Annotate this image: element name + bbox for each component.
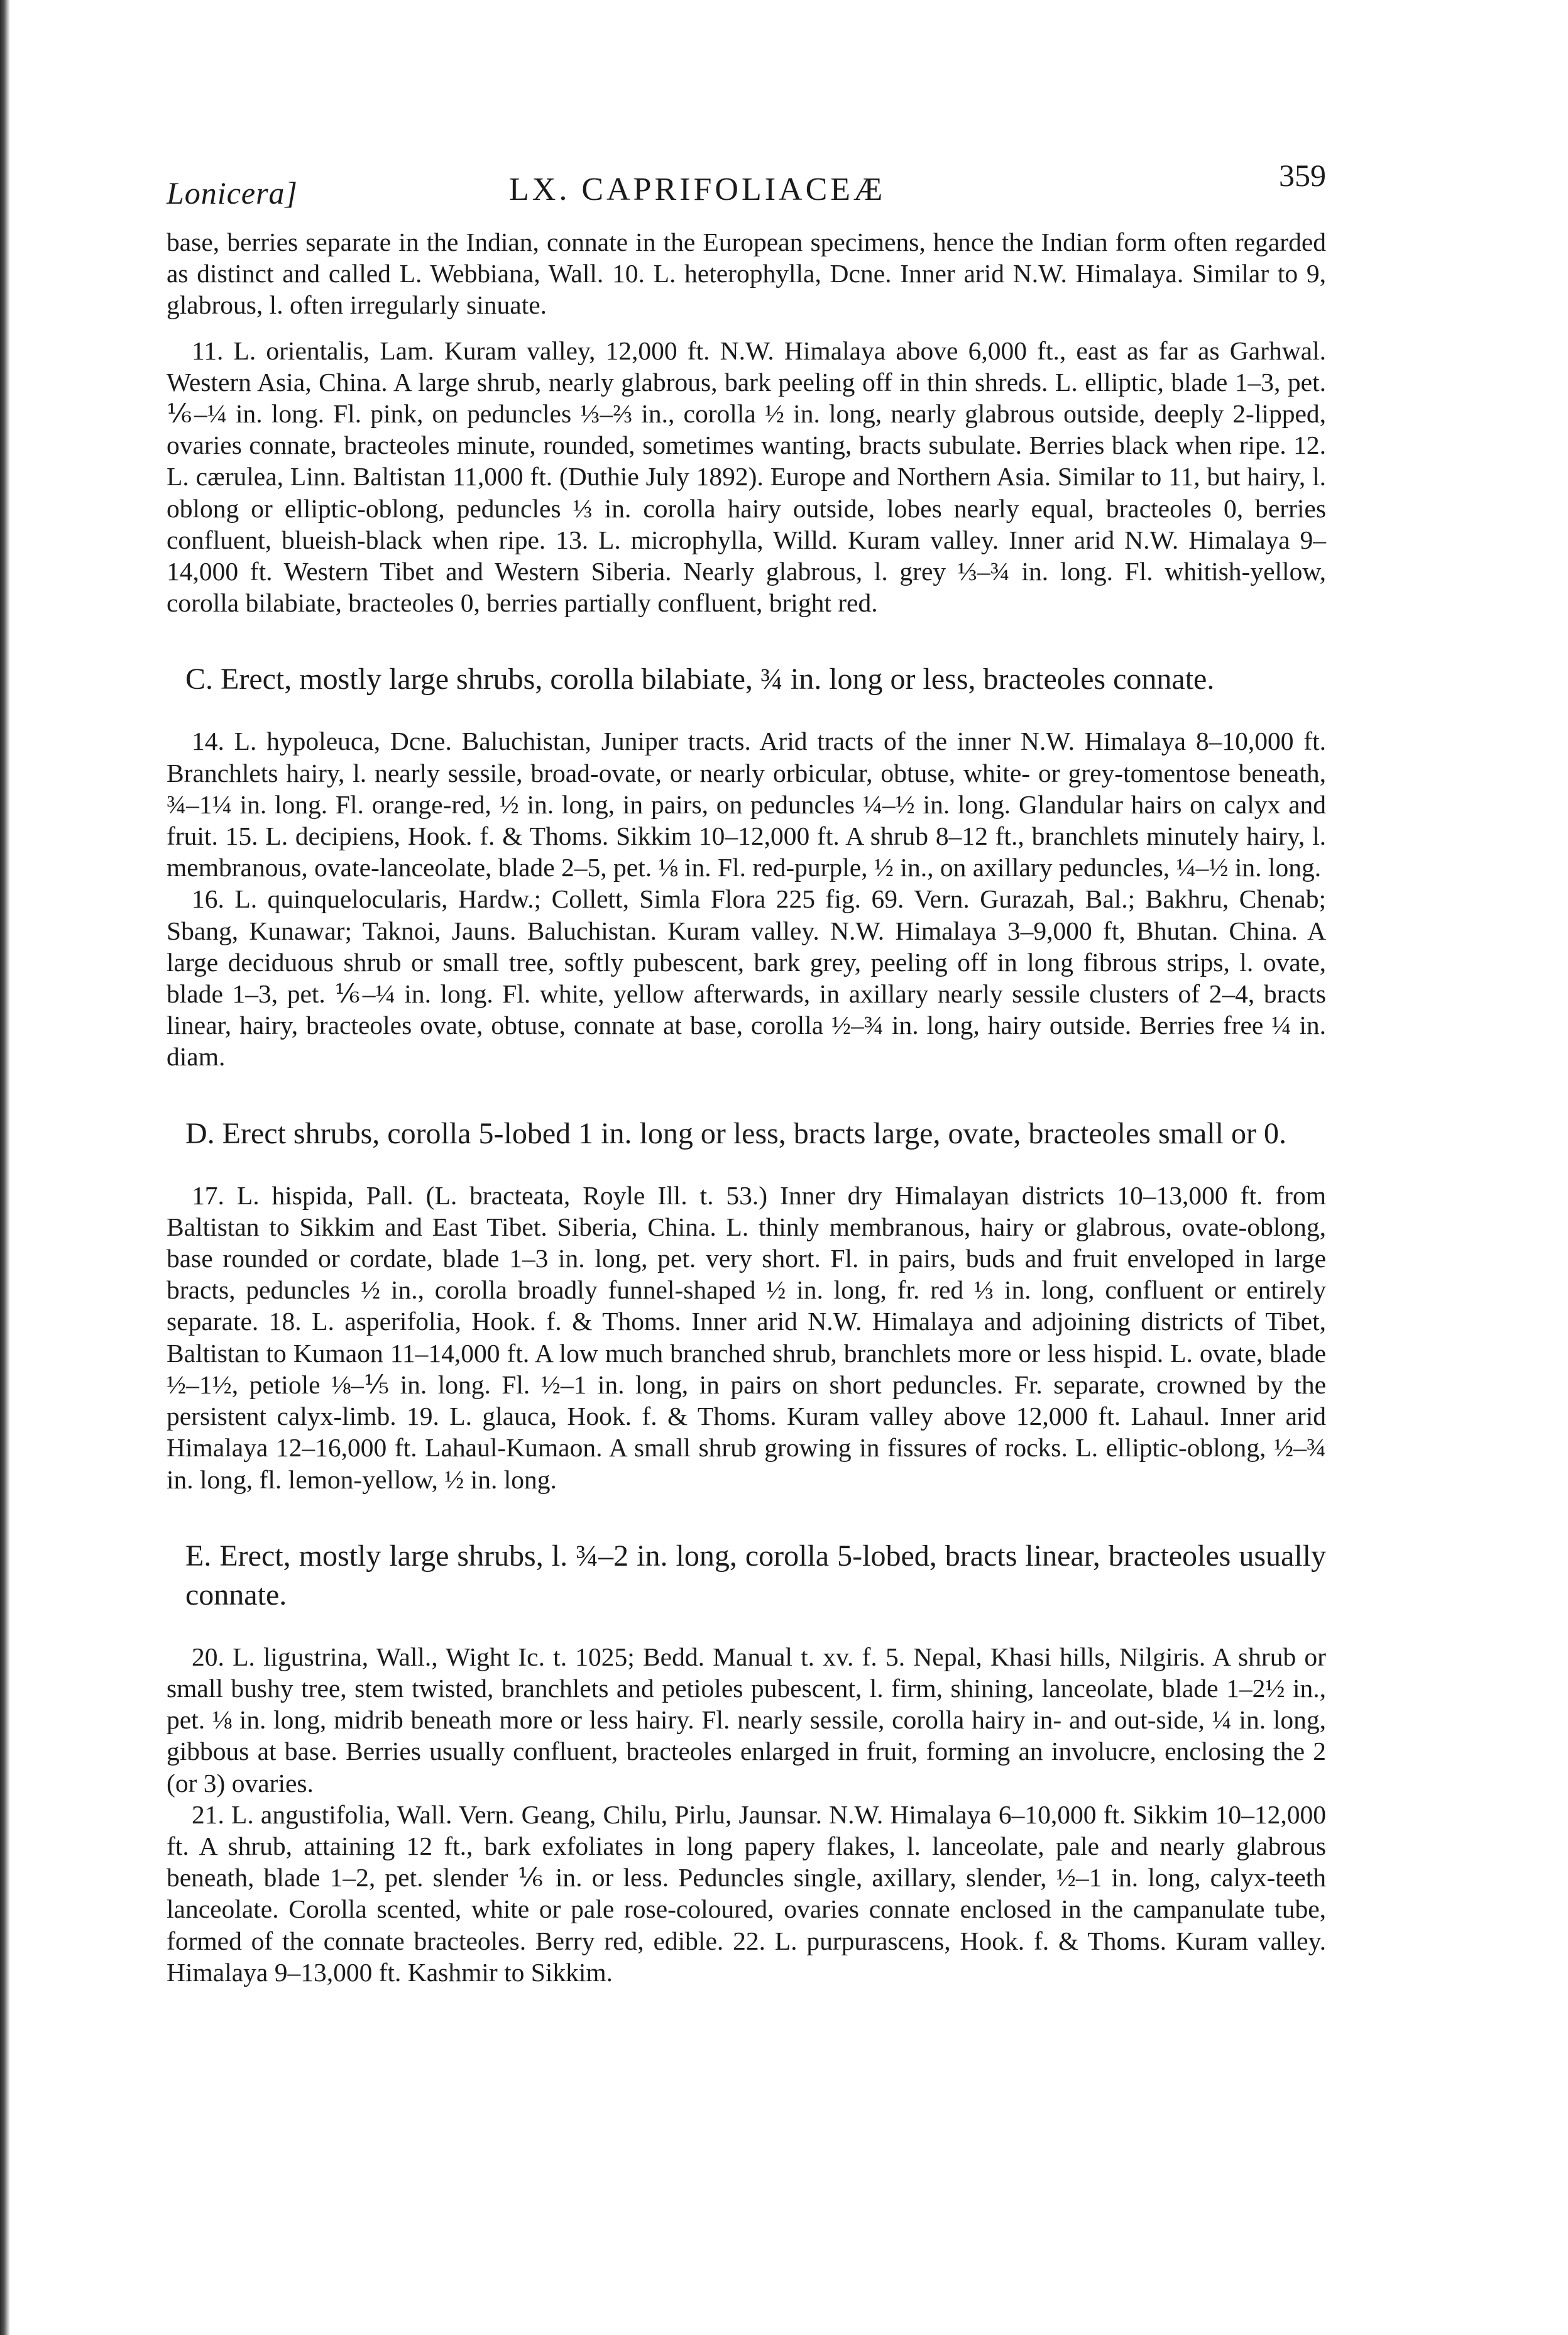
running-head (167, 157, 1326, 226)
species-paragraph-14-15: 14. L. hypoleuca, Dcne. Baluchistan, Juniper tracts. Arid tracts of the inner N.W. Himalaya 8–10,000 ft. Branchlets hairy, l. nearly sessile, broad-ovate, or nearly orbicular, obtuse, white- or grey-tomentose beneath, ¾–1¼ in. long. Fl. orange-red, ½ in. long, in pairs, on peduncles ¼–½ in. long. Glandular hairs on calyx and fruit. 15. L. decipiens, Hook. f. & Thoms. Sikkim 10–12,000 ft. A shrub 8–12 ft., branchlets minutely hairy, l. membranous, ovate-lanceolate, blade 2–5, pet. ⅛ in. Fl. red-purple, ½ in., on axillary peduncles, ¼–½ in. long. (167, 727, 1326, 882)
book-page (167, 157, 1326, 1988)
page-binding-edge (0, 0, 10, 2335)
section-heading-e: E. Erect, mostly large shrubs, l. ¾–2 in. long, corolla 5-lobed, bracts linear, bracteoles usually connate. (185, 1539, 1326, 1612)
section-heading-d: D. Erect shrubs, corolla 5-lobed 1 in. long or less, bracts large, ovate, bracteoles small or 0. (185, 1116, 1286, 1150)
species-paragraph-21-22: 21. L. angustifolia, Wall. Vern. Geang, Chilu, Pirlu, Jaunsar. N.W. Himalaya 6–10,000 ft. Sikkim 10–12,000 ft. A shrub, attaining 12 ft., bark exfoliates in long papery flakes, l. lanceolate, pale and nearly glabrous beneath, blade 1–2, pet. slender ⅙ in. or less. Peduncles single, axillary, slender, ½–1 in. long, calyx-teeth lanceolate. Corolla scented, white or pale rose-coloured, ovaries connate enclosed in the campanulate tube, formed of the connate bracteoles. Berry red, edible. 22. L. purpurascens, Hook. f. & Thoms. Kuram valley. Himalaya 9–13,000 ft. Kashmir to Sikkim. (167, 1799, 1326, 1987)
species-paragraph-16: 16. L. quinquelocularis, Hardw.; Collett, Simla Flora 225 fig. 69. Vern. Gurazah, Bal.; Bakhru, Chenab; Sbang, Kunawar; Taknoi, Jauns. Baluchistan. Kuram valley. N.W. Himalaya 3–9,000 ft, Bhutan. China. A large deciduous shrub or small tree, softly pubescent, bark grey, peeling off in long fibrous strips, l. ovate, blade 1–3, pet. ⅙–¼ in. long. Fl. white, yellow afterwards, in axillary nearly sessile clusters of 2–4, bracts linear, hairy, bracteoles ovate, obtuse, connate at base, corolla ½–¾ in. long, hairy outside. Berries free ¼ in. diam. (167, 884, 1326, 1072)
running-head-family: LX. CAPRIFOLIACEÆ (509, 172, 886, 207)
species-paragraph-11-13: 11. L. orientalis, Lam. Kuram valley, 12,000 ft. N.W. Himalaya above 6,000 ft., east as far as Garhwal. Western Asia, China. A large shrub, nearly glabrous, bark peeling off in thin shreds. L. elliptic, blade 1–3, pet. ⅙–¼ in. long. Fl. pink, on peduncles ⅓–⅔ in., corolla ½ in. long, nearly glabrous outside, deeply 2-lipped, ovaries connate, bracteoles minute, rounded, sometimes wanting, bracts subulate. Berries black when ripe. 12. L. cærulea, Linn. Baltistan 11,000 ft. (Duthie July 1892). Europe and Northern Asia. Similar to 11, but hairy, l. oblong or elliptic-oblong, peduncles ⅓ in. corolla hairy outside, lobes nearly equal, bracteoles 0, berries confluent, blueish-black when ripe. 13. L. microphylla, Willd. Kuram valley. Inner arid N.W. Himalaya 9–14,000 ft. Western Tibet and Western Siberia. Nearly glabrous, l. grey ⅓–¾ in. long. Fl. whitish-yellow, corolla bilabiate, bracteoles 0, berries partially confluent, bright red. (167, 336, 1326, 618)
section-heading-c: C. Erect, mostly large shrubs, corolla bilabiate, ¾ in. long or less, bracteoles connate. (185, 662, 1215, 696)
species-paragraph-17-19: 17. L. hispida, Pall. (L. bracteata, Royle Ill. t. 53.) Inner dry Himalayan districts 10–13,000 ft. from Baltistan to Sikkim and East Tibet. Siberia, China. L. thinly membranous, hairy or glabrous, ovate-oblong, base rounded or cordate, blade 1–3 in. long, pet. very short. Fl. in pairs, buds and fruit enveloped in large bracts, peduncles ½ in., corolla broadly funnel-shaped ½ in. long, fr. red ⅓ in. long, confluent or entirely separate. 18. L. asperifolia, Hook. f. & Thoms. Inner arid N.W. Himalaya and adjoining districts of Tibet, Baltistan to Kumaon 11–14,000 ft. A low much branched shrub, branchlets more or less hispid. L. ovate, blade ½–1½, petiole ⅛–⅕ in. long. Fl. ½–1 in. long, in pairs on short peduncles. Fr. separate, crowned by the persistent calyx-limb. 19. L. glauca, Hook. f. & Thoms. Kuram valley above 12,000 ft. Lahaul. Inner arid Himalaya 12–16,000 ft. Lahaul-Kumaon. A small shrub growing in fissures of rocks. L. elliptic-oblong, ½–¾ in. long, fl. lemon-yellow, ½ in. long. (167, 1180, 1326, 1494)
page-number: 359 (1279, 158, 1326, 193)
running-head-genus: Lonicera] (167, 175, 298, 211)
continuation-paragraph: base, berries separate in the Indian, connate in the European specimens, hence the Indian form often regarded as distinct and called L. Webbiana, Wall. 10. L. heterophylla, Dcne. Inner arid N.W. Himalaya. Similar to 9, glabrous, l. often irregularly sinuate. (167, 228, 1326, 320)
species-paragraph-20: 20. L. ligustrina, Wall., Wight Ic. t. 1025; Bedd. Manual t. xv. f. 5. Nepal, Khasi hills, Nilgiris. A shrub or small bushy tree, stem twisted, branchlets and petioles pubescent, l. firm, shining, lanceolate, blade 1–2½ in., pet. ⅛ in. long, midrib beneath more or less hairy. Fl. nearly sessile, corolla hairy in- and out-side, ¼ in. long, gibbous at base. Berries usually confluent, bracteoles enlarged in fruit, forming an involucre, enclosing the 2 (or 3) ovaries. (167, 1642, 1326, 1798)
